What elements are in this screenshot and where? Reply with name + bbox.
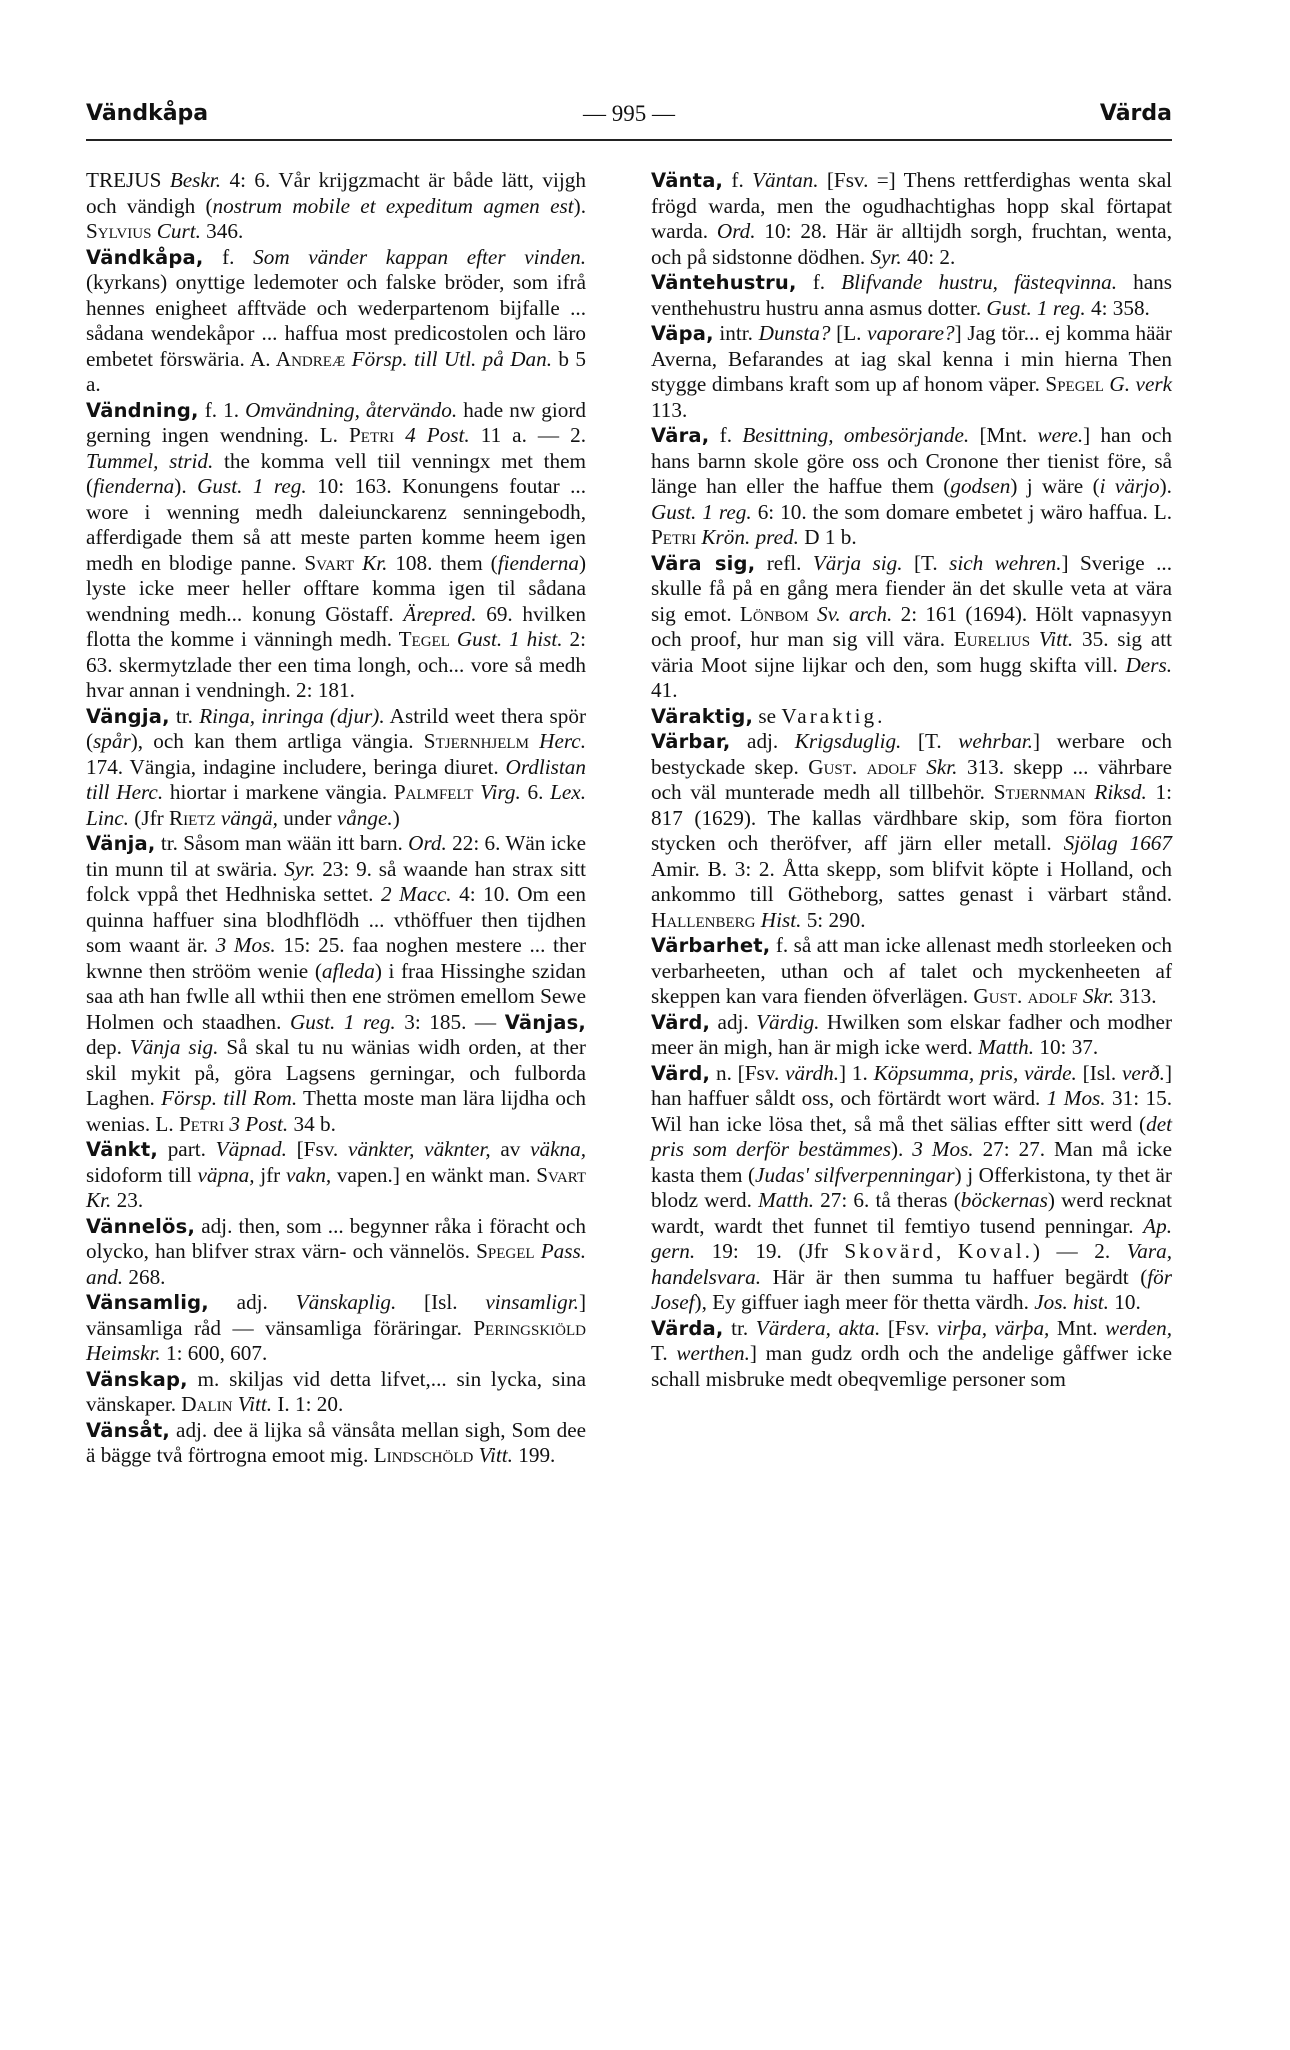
entry-text: ), Ey giffuer iagh meer för thetta värdh. <box>694 1290 1035 1314</box>
italic-text: nostrum mobile et expeditum agmen est <box>212 193 574 218</box>
entry-text: Astrild weet thera spör ( <box>86 703 586 753</box>
entry-text: tr. Såsom man wään itt barn. <box>155 831 409 855</box>
italic-text: Köpsumma, pris, värde. <box>873 1060 1077 1085</box>
entry-text: ) i fraa Hissinghe szidan saa ath han fwlle all wthii then ene strömen emellom Sewe Holmen och staadhen. <box>86 958 586 1034</box>
dictionary-entry <box>86 831 586 1137</box>
italic-text: Värja sig. <box>812 550 903 575</box>
entry-text: D 1 b. <box>798 525 857 549</box>
dictionary-entry <box>86 1137 586 1214</box>
entry-text: f. <box>709 423 743 447</box>
italic-text: väkna, <box>530 1137 586 1161</box>
page-number: — 995 — <box>583 101 675 126</box>
italic-text: Gust. 1 reg. <box>289 1009 396 1034</box>
italic-text: godsen <box>950 474 1011 498</box>
entry-text: ] vänsamliga råd — vänsamliga föräringar. P <box>86 1290 587 1340</box>
italic-text: vaporare? <box>867 321 955 345</box>
small-caps-text: etri <box>190 1111 225 1136</box>
headword: Vänja, <box>86 832 156 855</box>
italic-text: Beskr. <box>169 168 222 192</box>
entry-text: Thetta moste man lära lijdha och wenias. L. P <box>86 1086 586 1136</box>
small-caps-text: ust. adolf <box>988 984 1078 1008</box>
entry-text: 6: 10. the som domare embetet j wäro haffua. L. P <box>651 499 1172 549</box>
italic-text: Matth. <box>758 1188 814 1212</box>
dictionary-entry <box>86 1214 586 1291</box>
entry-text: (Jfr R <box>128 805 184 830</box>
entry-text: 4: 6. Vår krijgzmacht är både lätt, vijgh och vändigh ( <box>86 168 586 218</box>
italic-text: Riksd. <box>1094 780 1147 804</box>
entry-text: se <box>753 703 782 728</box>
entry-text: f. <box>203 244 254 269</box>
italic-text: Syr. <box>870 244 902 269</box>
entry-text: Mnt. <box>1049 1315 1106 1340</box>
italic-text: Omvändning, återvändo. <box>245 397 458 422</box>
dictionary-entry <box>651 704 1172 730</box>
italic-text: Besittning, ombesörjande. <box>742 423 970 447</box>
small-caps-text: tjernhjelm <box>435 729 529 753</box>
headword: Vänskap, <box>86 1367 188 1391</box>
headword: Vänta, <box>651 169 724 192</box>
entry-text: [T. <box>901 729 959 753</box>
dictionary-entry <box>651 551 1172 704</box>
italic-text: spår <box>93 729 131 753</box>
italic-text: Ord. <box>716 219 756 243</box>
headword: Vänkt, <box>86 1138 158 1161</box>
dictionary-entry <box>651 1061 1172 1316</box>
small-caps-text: urelius <box>966 627 1031 651</box>
entry-text <box>450 627 457 651</box>
entry-text: [Fsv. <box>880 1315 938 1340</box>
small-caps-text: etri <box>360 423 395 447</box>
entry-text: 2: 63. skermytzlade ther een tima longh, och... vore så medh hvar annan i vendningh. 2: 181. <box>86 627 586 702</box>
small-caps-text: etri <box>662 525 697 549</box>
dictionary-entry <box>651 729 1172 933</box>
entry-text: ) — 2. <box>1032 1239 1127 1263</box>
small-caps-text: ndreæ <box>291 346 346 371</box>
entry-text: jfr <box>254 1162 286 1187</box>
entry-text: n. [Fsv. <box>710 1060 786 1085</box>
italic-text: Försp. till Utl. på Dan. <box>351 346 553 371</box>
entry-text: 313. <box>1114 984 1157 1008</box>
italic-text: Vitt. <box>1038 627 1074 651</box>
entry-text: 1: 600, 607. <box>160 1341 268 1365</box>
headword: Vära sig, <box>651 551 756 575</box>
entry-text: 40: 2. <box>901 244 956 269</box>
entry-text: ] Sverige ... skulle få på en gång mera fiender än det skulle veta at vära sig emot. L <box>651 550 1172 626</box>
italic-text: Virg. <box>480 780 521 804</box>
italic-text: Heimskr. <box>86 1341 161 1365</box>
italic-text: 3 Mos. <box>215 933 276 957</box>
dictionary-entry <box>86 168 586 245</box>
entry-text: vapen.] en wänkt man. S <box>331 1162 549 1187</box>
entry-text: T. <box>651 1341 677 1365</box>
entry-text: ] 1. <box>839 1060 874 1085</box>
headword: Vändkåpa, <box>86 245 204 269</box>
entry-text: tr. <box>723 1315 756 1340</box>
dictionary-entry <box>651 1010 1172 1061</box>
entry-text: 23: 9. så waande han strax sitt folck vppå thet Hedhniska settet. <box>86 856 586 906</box>
entry-text: the komma vell tiil venningx met them ( <box>86 448 586 498</box>
entry-text: under <box>277 805 337 830</box>
entry-text: [T. <box>902 550 950 575</box>
italic-text: Ders. <box>1125 652 1172 677</box>
italic-text: 1 Mos. <box>1046 1086 1106 1110</box>
headword: Värbarhet, <box>651 934 771 957</box>
small-caps-text: allenberg <box>666 907 756 932</box>
entry-text: 10. <box>1108 1290 1141 1314</box>
entry-text: adj. <box>730 729 795 753</box>
italic-text: Väntan. <box>752 168 819 192</box>
spaced-text: Koval. <box>957 1239 1033 1263</box>
italic-text: Tummel, strid. <box>86 448 214 473</box>
dictionary-entry <box>86 398 586 704</box>
italic-text: Vänja sig. <box>129 1035 219 1059</box>
small-caps-text: önbom <box>752 601 809 626</box>
entry-text: ). <box>1159 474 1172 498</box>
italic-text: Vara, handelsvara. <box>651 1239 1173 1289</box>
entry-text: 6. <box>520 780 551 804</box>
small-caps-text: eringskiöld <box>485 1315 586 1340</box>
entry-text: ). <box>174 474 198 498</box>
entry-text: Här är then summa tu haffuer begärdt ( <box>761 1264 1148 1289</box>
entry-text: ) j wäre ( <box>1010 474 1100 498</box>
entry-text: hans venthehustru hustru anna asmus dotter. <box>651 270 1172 320</box>
entry-text: ] han haffuer såldt oss, och förtärdt wort wärd. <box>651 1060 1172 1110</box>
entry-text: f. <box>723 168 753 192</box>
italic-text: wehrbar. <box>958 729 1033 753</box>
entry-text: ) j Offerkistona, ty thet är blodz werd. <box>651 1162 1172 1212</box>
headword: Vänsåt, <box>86 1418 170 1442</box>
entry-text: 268. <box>123 1264 166 1289</box>
italic-text: Hist. <box>760 907 802 932</box>
entry-text: adj. then, som ... begynner råka i föracht och olycko, han blifver strax värn- och vännelös. S <box>86 1213 586 1263</box>
small-caps-text: pegel <box>1057 372 1104 396</box>
entry-text: ) lyste icke meer heller offtare komma igen til sådana wendning medh... konung Göstaff. <box>86 550 587 626</box>
entry-text: hade nw giord gerning ingen wendning. L. P <box>86 397 586 447</box>
small-caps-text: pegel <box>487 1239 535 1263</box>
entry-text: 23. <box>111 1188 144 1212</box>
small-caps-text: tjernman <box>1005 780 1086 804</box>
italic-text: Sv. arch. <box>816 601 893 626</box>
italic-text: Vitt. <box>237 1392 273 1416</box>
italic-text: vinsamligr. <box>485 1290 579 1314</box>
italic-text: värdh. <box>785 1060 840 1085</box>
entry-text: [Mnt. <box>969 423 1038 447</box>
headword: Vära, <box>651 424 710 447</box>
italic-text: Ap. gern. <box>651 1213 1172 1263</box>
entry-text: 346. <box>200 219 244 243</box>
entry-text: ). S <box>86 193 586 243</box>
small-caps-text: ylvius <box>97 219 152 243</box>
entry-text: ] Jag tör... ej komma häär Averna, Befarandes at iag skal kenna i min hierna Then stygge dimbans kraft som up af honom väper. S <box>651 321 1172 396</box>
headword: Väraktig, <box>651 704 754 728</box>
italic-text: vänkter, väknter, <box>347 1137 491 1161</box>
small-caps-text: ust. adolf <box>823 754 917 779</box>
headword: Vännelös, <box>86 1214 196 1238</box>
entry-text: , <box>935 1239 958 1263</box>
entry-text: ), och kan them artliga vängia. S <box>130 729 436 753</box>
italic-text: 3 Post. <box>229 1111 289 1136</box>
entry-text: 31: 15. Wil han icke lösa thet, så må thet sälias effter sitt werd ( <box>651 1086 1172 1136</box>
entry-text: 2: 161 (1694). Hölt vapnasyyn och proof, hur man sig vill vära. E <box>651 601 1172 651</box>
entry-text: 10: 163. Konungens foutar ... wore i wenning medh daleiunckarenz senningebodh, afferdigade them så att meste parten komme heem igen medh en blodige panne. S <box>86 474 586 575</box>
headword: Väpa, <box>651 322 714 345</box>
italic-text: were. <box>1037 423 1084 447</box>
italic-text: Gust. 1 reg. <box>197 474 307 498</box>
italic-text: Krigsduglig. <box>794 729 902 753</box>
entry-text: 34 b. <box>288 1111 336 1136</box>
entry-text: hiortar i markene vängia. P <box>163 780 406 804</box>
entry-text <box>529 729 539 753</box>
dictionary-entry <box>651 423 1172 551</box>
entry-text <box>809 602 817 626</box>
italic-text: i värjo <box>1099 474 1160 498</box>
entry-text: av <box>490 1137 531 1161</box>
entry-text: 27: 27. Man må icke kasta them ( <box>651 1137 1172 1187</box>
headword: Vänsamlig, <box>86 1291 209 1314</box>
entry-text: 4: 10. Om een quinna haffuer sina blodhflödh ... vthöffuer then tijdhen som waant är. <box>86 882 586 957</box>
entry-text: b 5 a. <box>86 346 586 396</box>
italic-text: Ringa, inringa (djur). <box>199 703 385 728</box>
dictionary-entry <box>86 1290 586 1367</box>
italic-text: Ord. <box>408 831 447 855</box>
entry-text: tr. <box>169 703 200 728</box>
entry-text: 11 a. — 2. <box>469 423 587 447</box>
small-caps-text: vart <box>316 550 355 575</box>
dictionary-entry <box>651 321 1172 423</box>
italic-text: werden, <box>1105 1315 1173 1340</box>
header-left-guide-word: Vändkåpa <box>86 101 209 126</box>
entry-text: ] werbare och bestyckade skep. G <box>651 729 1172 779</box>
entry-text: ] man gudz ordh och the andelige gåffwer icke schall misbruke medt obeqvemlige personer som <box>651 1341 1172 1391</box>
entry-text: ) <box>392 805 400 830</box>
italic-text: Judas' silfverpenningar <box>755 1162 955 1187</box>
italic-text: Vänskaplig. <box>295 1290 397 1314</box>
italic-text: Sjölag 1667 <box>1063 831 1172 855</box>
small-caps-text: indschöld <box>386 1443 474 1467</box>
entry-text: 5: 290. <box>801 907 866 932</box>
entry-text: Amir. B. 3: 2. Åtta skepp, som blifvit köpte i Holland, och ankommo till Götheborg, sattes genast i värbart stånd. H <box>651 856 1172 932</box>
entry-text: adj. dee ä lijka så vänsåta mellan sigh, Som dee ä bägge två förtrogna emoot mig. L <box>86 1417 586 1467</box>
italic-text: böckernas <box>960 1188 1048 1212</box>
italic-text: Blifvande hustru, fästeqvinna. <box>841 270 1118 294</box>
italic-text: Curt. <box>156 219 201 243</box>
italic-text: fienderna <box>497 550 579 575</box>
entry-text: Hwilken som elskar fadher och modher meer än migh, han är migh icke werd. <box>651 1009 1173 1059</box>
entry-text <box>354 551 362 575</box>
entry-text: adj. <box>710 1009 757 1034</box>
italic-text: werthen. <box>676 1341 750 1365</box>
italic-text: Kr. <box>362 550 388 575</box>
header-rule <box>86 139 1172 141</box>
right-column <box>651 168 1172 1392</box>
italic-text: Matth. <box>978 1035 1035 1059</box>
entry-text: ) werd recknat wardt, wardt thet funnet til femtiyo tusend penningar. <box>651 1188 1172 1238</box>
italic-text: sich wehren. <box>949 550 1062 575</box>
entry-text: 10: 37. <box>1034 1035 1099 1059</box>
italic-text: Som vänder kappan efter vinden. <box>253 244 586 269</box>
italic-text: Jos. hist. <box>1034 1290 1109 1314</box>
dictionary-entry <box>651 168 1172 270</box>
italic-text: Ordlistan till Herc. <box>86 754 586 804</box>
entry-text: [Isl. <box>1076 1060 1122 1085</box>
entry-text: [L. <box>830 321 868 345</box>
entry-text: f. så att man icke allenast medh storleeken och verbarheeten, uthan och af talet och myckenheeten af skeppen kan vara fienden öfverlägen. G <box>651 933 1172 1008</box>
entry-text: intr. <box>713 321 759 345</box>
small-caps-text: alin <box>196 1392 233 1416</box>
italic-text: vakn, <box>285 1162 332 1187</box>
entry-text: m. skiljas vid detta lifvet,... sin lycka, sina vänskaper. D <box>86 1366 586 1416</box>
headword: Värda, <box>651 1316 724 1340</box>
italic-text: Skr. <box>1082 984 1115 1008</box>
entry-text: ). <box>890 1137 913 1161</box>
small-caps-text: vart <box>548 1162 587 1187</box>
entry-text: 174. Vängia, indagine includere, beringa diuret. <box>86 754 506 779</box>
italic-text: G. verk <box>1109 372 1172 396</box>
italic-text: Värdig. <box>756 1009 820 1034</box>
small-caps-text: egel <box>411 627 450 651</box>
left-column <box>86 168 586 1469</box>
entry-text: adj. <box>208 1290 296 1314</box>
page-header <box>86 95 1172 135</box>
entry-text: sidoform till <box>86 1162 198 1187</box>
entry-text: ] han och hans barnn skole göre oss och Cronone ther tienist före, så länge han eller the haffue them ( <box>651 423 1172 498</box>
entry-text: Så skal tu nu wänias widh orden, at ther skil mykit på, göra Lagsens gerningar, och fulborda Laghen. <box>86 1035 586 1110</box>
entry-text: 69. hvilken flotta the komme i vänningh medh. T <box>86 601 586 651</box>
entry-text: 19: 19. (Jfr <box>695 1239 845 1263</box>
entry-text: 15: 25. faa noghen mestere ... ther kwnne then strööm wenie ( <box>86 933 586 983</box>
headword: Värd, <box>651 1010 711 1034</box>
italic-text: fienderna <box>93 474 175 498</box>
small-caps-text: ietz <box>183 805 216 830</box>
italic-text: Vitt. <box>478 1443 513 1467</box>
italic-text: Skr. <box>926 754 958 779</box>
italic-text: afleda <box>321 958 375 983</box>
small-caps-text: almfelt <box>405 780 474 804</box>
italic-text: Försp. till Rom. <box>161 1086 298 1110</box>
dictionary-entry <box>86 1367 586 1418</box>
dictionary-entry <box>651 270 1172 321</box>
italic-text: Gust. 1 reg. <box>651 499 752 524</box>
entry-text: [Fsv. <box>286 1137 348 1161</box>
entry-text: [Isl. <box>396 1290 486 1314</box>
italic-text: Väpnad. <box>215 1137 287 1161</box>
entry-text <box>917 755 927 779</box>
entry-text: 108. them ( <box>387 550 498 575</box>
entry-text: 22: 6. Wän icke tin munn til at swäria. <box>86 831 586 881</box>
italic-text: verð. <box>1121 1060 1165 1085</box>
dictionary-entry <box>86 704 586 832</box>
entry-text: 3: 185. — <box>395 1009 505 1034</box>
italic-text: Lex. Linc. <box>86 780 586 830</box>
dictionary-entry <box>86 245 586 398</box>
entry-text: 313. skepp ... vährbare och väl munterade medh all tillbehör. S <box>651 754 1172 804</box>
italic-text: Ärepred. <box>403 601 477 626</box>
entry-text <box>1030 627 1039 651</box>
italic-text: väpna, <box>197 1162 255 1187</box>
italic-text: Gust. 1 reg. <box>986 295 1086 320</box>
italic-text: Krön. pred. <box>701 525 799 549</box>
italic-text: vängä, <box>220 805 278 830</box>
entry-text: (kyrkans) onyttige ledemoter och falske bröder, som ifrå hennes enigheet afftväde och wederpartenom bijfalle ... sådana wendekåpor ... haffua most predicostolen och läro embetet förswäria. A. A <box>86 270 586 371</box>
italic-text: Kr. <box>86 1188 112 1212</box>
italic-text: Herc. <box>539 729 587 753</box>
headword: Vänjas, <box>504 1010 587 1034</box>
italic-text: 2 Macc. <box>381 882 452 906</box>
italic-text: virþa, värþa, <box>937 1315 1050 1340</box>
headword: Värd, <box>651 1061 711 1085</box>
headword: Väntehustru, <box>651 271 797 294</box>
headword: Värbar, <box>651 730 731 753</box>
entry-text: 10: 28. Här är alltijdh sorgh, fruchtan, wenta, och på sidstonne dödhen. <box>651 219 1172 269</box>
spaced-text: Varaktig. <box>781 703 886 728</box>
italic-text: Pass. and. <box>86 1239 587 1289</box>
entry-text: refl. <box>755 550 813 575</box>
headword: Vängja, <box>86 704 170 728</box>
entry-text: 113. <box>651 397 688 422</box>
italic-text: det pris som derför bestämmes <box>651 1111 1172 1161</box>
entry-text: TREJUS <box>86 168 170 192</box>
entry-text: dep. <box>86 1035 130 1059</box>
entry-text: 199. <box>512 1443 556 1467</box>
italic-text: vånge. <box>336 805 393 830</box>
italic-text: Värdera, akta. <box>755 1315 881 1340</box>
entry-text: 41. <box>651 678 678 702</box>
entry-text: f. 1. <box>198 397 246 422</box>
italic-text: Gust. 1 hist. <box>456 627 563 651</box>
entry-text: I. 1: 20. <box>272 1392 344 1416</box>
italic-text: Syr. <box>284 856 316 881</box>
entry-text: [Fsv. =] Thens rettferdighas wenta skal frögd warda, men the ogudhachtighas hopp skal förtapat warda. <box>651 168 1172 243</box>
headword: Vändning, <box>86 398 199 422</box>
italic-text: 4 Post. <box>405 423 470 447</box>
entry-text: 1: 817 (1629). The kallas värdhbare skip, som föra fiorton stycken och theröfver, aff järn eller metall. <box>651 780 1173 855</box>
dictionary-entry <box>651 1316 1172 1393</box>
spaced-text: Skovärd <box>844 1239 936 1263</box>
entry-text: part. <box>157 1137 216 1161</box>
dictionary-entry <box>651 933 1172 1010</box>
entry-text: f. <box>796 270 842 294</box>
italic-text: för Josef <box>651 1264 1172 1314</box>
italic-text: Dunsta? <box>758 321 831 345</box>
dictionary-entry <box>86 1418 586 1469</box>
entry-text: 27: 6. tå theras ( <box>814 1188 961 1212</box>
entry-text: 35. sig att väria Moot sijne lijkar och den, som hugg skifta vill. <box>651 627 1172 677</box>
entry-text <box>394 423 405 447</box>
entry-text: 4: 358. <box>1085 295 1150 320</box>
header-right-guide-word: Värda <box>1099 101 1172 126</box>
italic-text: 3 Mos. <box>912 1137 974 1161</box>
